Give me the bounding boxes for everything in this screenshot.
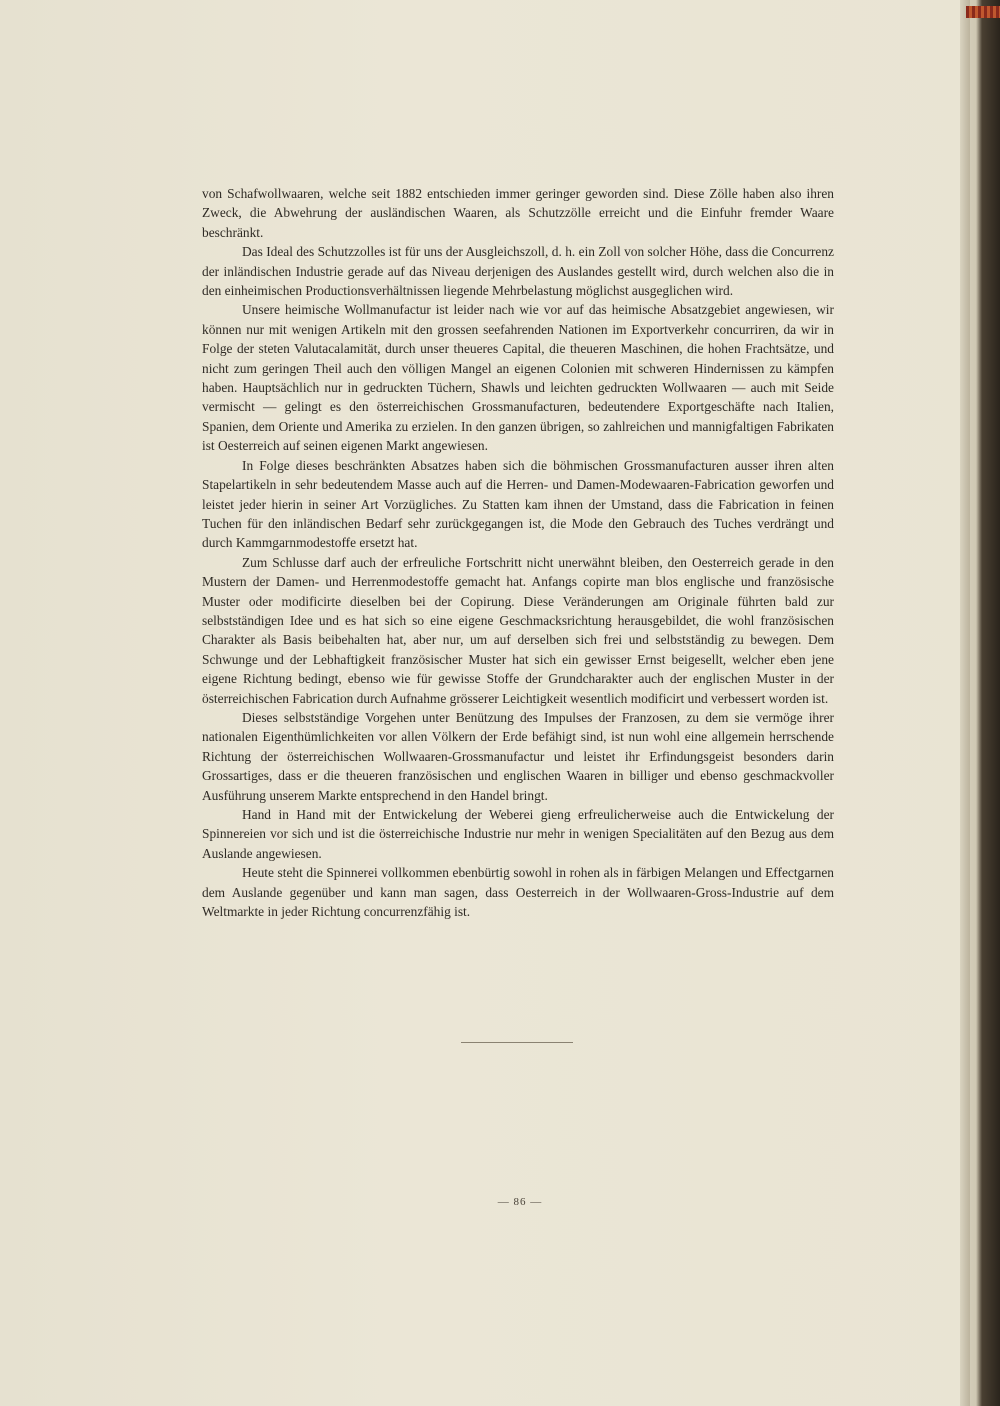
paragraph-selbststaendig: Dieses selbstständige Vorgehen unter Benützung des Impulses der Franzosen, zu dem sie vermöge ihrer nationalen Eigenthümlichkeiten vor allen Völkern der Erde befähigt sind, ist nun wohl eine allgemein herrschende Richtung der österreichischen Wollwaaren-Grossmanufactur und leistet ihr Erfindungsgeist besonders darin Grossartiges, dass er die theueren französischen und englischen Waaren in billiger und ebenso geschmackvoller Ausführung unserem Markte entsprechend in den Handel bringt.	[202, 709, 834, 803]
paragraph-continuation: von Schafwollwaaren, welche seit 1882 entschieden immer geringer geworden sind. Diese Zölle haben also ihren Zweck, die Abwehrung der ausländischen Waaren, als Schutzzölle erreicht und die Einfuhr fremder Waare beschränkt.	[202, 186, 834, 240]
page-number: — 86 —	[497, 1196, 543, 1208]
paragraph-wollmanufactur: Unsere heimische Wollmanufactur ist leider nach wie vor auf das heimische Absatzgebiet angewiesen, wir können nur mit wenigen Artikeln mit den grossen seefahrenden Nationen im Exportverkehr concurriren, da wir in Folge der steten Valutacalamität, durch unser theueres Capital, die theueren Maschinen, die hohen Frachtsätze, und nicht zum geringen Theil auch den völligen Mangel an eigenen Colonien mit schweren Hindernissen zu kämpfen haben. Hauptsächlich nur in gedruckten Tüchern, Shawls und leichten gedruckten Wollwaaren — auch mit Seide vermischt — gelingt es den österreichischen Grossmanufacturen, bedeutendere Exportgeschäfte nach Italien, Spanien, dem Oriente und Amerika zu erzielen. In den ganzen übrigen, so zahlreichen und mannigfaltigen Fabrikaten ist Oesterreich auf seinen eigenen Markt angewiesen.	[202, 302, 834, 454]
paragraph-schutzzoll-ideal: Das Ideal des Schutzzolles ist für uns der Ausgleichszoll, d. h. ein Zoll von solcher Höhe, dass die Concurrenz der inländischen Industrie gerade auf das Niveau derjenigen des Auslandes gestellt wird, durch welchen also die in den einheimischen Productionsverhältnissen liegende Mehrbelastung möglichst ausgeglichen wird.	[202, 244, 834, 299]
edge-shadow	[960, 0, 970, 1406]
paragraph-heute: Heute steht die Spinnerei vollkommen ebenbürtig sowohl in rohen als in färbigen Melangen und Effectgarnen dem Auslande gegenüber und kann man sagen, dass Oesterreich in der Wollwaaren-Gross-Industrie auf dem Weltmarkte in jeder Richtung concurrenzfähig ist.	[202, 865, 834, 920]
paragraph-muster: Zum Schlusse darf auch der erfreuliche Fortschritt nicht unerwähnt bleiben, den Oesterreich gerade in den Mustern der Damen- und Herrenmodestoffe gemacht hat. Anfangs copirte man blos englische und französische Muster oder modificirte dieselben bei der Copirung. Diese Veränderungen am Originale führten bald zur selbstständigen Idee und es hat sich so eine eigene Geschmacksrichtung herausgebildet, die wohl französischen Charakter als Basis beibehalten hat, aber nur, um auf derselben sich frei und selbstständig zu bewegen. Dem Schwunge und der Lebhaftigkeit französischer Muster hat sich ein gewisser Ernst beigesellt, welcher eben jene eigene Richtung bedingt, ebenso wie für gewisse Stoffe der Grundcharakter auch der englischen Muster in der österreichischen Fabrication durch Aufnahme grösserer Leichtigkeit wesentlich modificirt und verbessert worden ist.	[202, 554, 834, 706]
binding-tab	[966, 6, 1000, 18]
section-divider	[461, 1042, 573, 1043]
paragraph-absatz: In Folge dieses beschränkten Absatzes haben sich die böhmischen Grossmanufacturen ausser ihren alten Stapelartikeln in sehr bedeutendem Masse auch auf die Herren- und Damen-Modewaaren-Fabrication geworfen und leistet jeder hierin in seiner Art Vorzügliches. Zu Statten kam ihnen der Umstand, dass die Fabrication in feinen Tuchen für den inländischen Bedarf sehr zurückgegangen ist, die Mode den Gebrauch des Tuches verdrängt und durch Kammgarnmodestoffe ersetzt hat.	[202, 457, 834, 551]
paragraph-spinnereien: Hand in Hand mit der Entwickelung der Weberei gieng erfreulicherweise auch die Entwickelung der Spinnereien vor sich und ist die österreichische Industrie nur mehr in wenigen Specialitäten auf den Bezug aus dem Auslande angewiesen.	[202, 807, 834, 861]
body-text	[202, 184, 834, 921]
book-edge	[960, 0, 1000, 1406]
